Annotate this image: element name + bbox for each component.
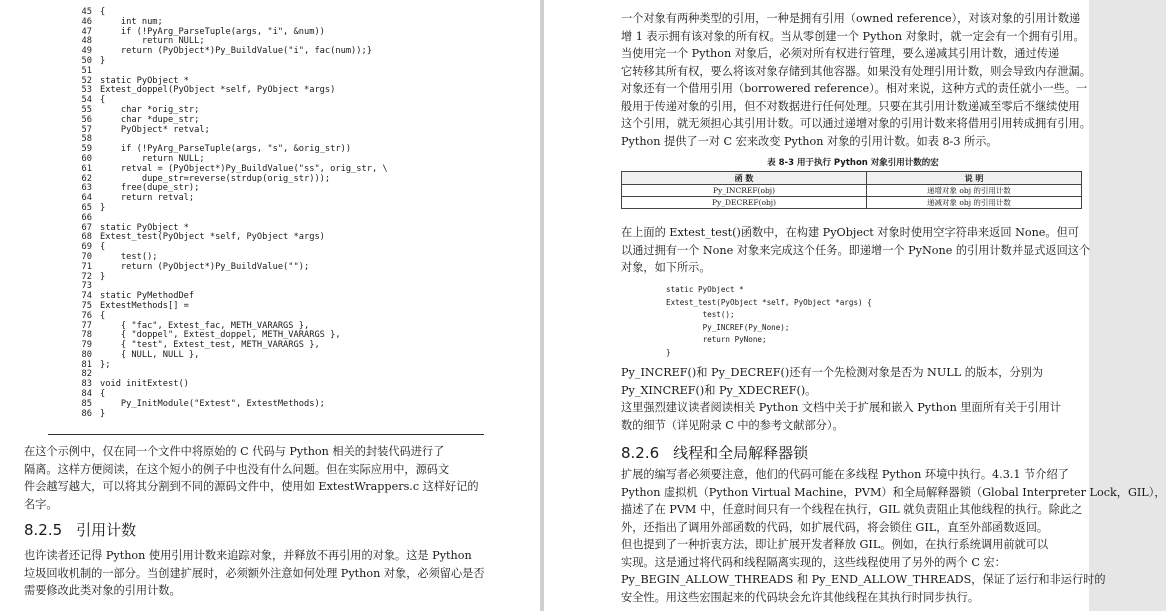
line-number: 84	[81, 389, 92, 400]
code-text: {	[100, 242, 106, 253]
code-text	[92, 135, 100, 145]
text-line: 增 1 表示拥有该对象的所有权。当从零创建一个 Python 对象时，就一定会有一个拥有引用。	[621, 29, 1085, 43]
refcount-macro-table	[621, 171, 1082, 209]
code-line	[70, 233, 490, 243]
code-line	[70, 273, 490, 283]
text-line: 安全性。用这些宏围起来的代码块会允许其他线程在其执行时同步执行。	[621, 590, 980, 604]
code-text: static PyMethodDef	[100, 291, 195, 302]
text-line: 对象，如下所示。	[621, 261, 711, 274]
line-number: 72	[81, 271, 92, 282]
line-number: 69	[81, 242, 92, 253]
table-row	[622, 197, 1082, 209]
code-text: char *orig_str;	[100, 104, 200, 115]
line-number: 66	[81, 212, 92, 223]
code-end-rule	[48, 434, 484, 435]
code-line	[70, 410, 490, 420]
code-text: return (PyObject*)Py_BuildValue("");	[100, 261, 310, 272]
line-number: 53	[81, 85, 92, 96]
table-header-function: 函 数	[622, 172, 867, 185]
code-text: static PyObject *	[100, 75, 189, 86]
code-line	[70, 361, 490, 371]
line-number: 75	[81, 300, 92, 311]
line-number: 78	[81, 330, 92, 341]
code-text: { "test", Extest_test, METH_VARARGS },	[100, 340, 320, 351]
code-text: return NULL;	[100, 36, 205, 47]
text-line: 描述了在 PVM 中，任意时间只有一个线程在执行，GIL 就负责阻止其他线程的执行。除此之	[621, 503, 1083, 516]
code-text: }	[100, 55, 106, 66]
line-number: 68	[81, 232, 92, 243]
text-line: 对象还有一个借用引用（borrowered reference）。相对来说，这种方式的责任就小一些。一	[621, 82, 1088, 95]
code-text: dupe_str=reverse(strdup(orig_str)));	[100, 173, 331, 184]
line-number: 73	[81, 281, 92, 292]
line-number: 79	[81, 340, 92, 351]
line-number: 52	[81, 75, 92, 86]
line-number: 80	[81, 349, 92, 360]
text-line: 在上面的 Extest_test()函数中，在构建 PyObject 对象时使用空字符串来返回 None。但可	[621, 226, 1079, 239]
code-line	[70, 47, 490, 57]
code-line	[70, 194, 490, 204]
code-text: free(dupe_str);	[100, 183, 200, 194]
code-line	[70, 204, 490, 214]
line-number: 62	[81, 173, 92, 184]
line-number: 45	[81, 7, 92, 17]
line-number: 48	[81, 36, 92, 47]
code-line: test();	[666, 310, 735, 320]
line-number: 61	[81, 163, 92, 174]
text-line: 这个引用，就无须担心其引用计数。可以通过递增对象的引用计数来将借用引用转成拥有引用。	[621, 117, 1091, 130]
table-row	[622, 185, 1082, 197]
line-number: 46	[81, 16, 92, 27]
code-line	[70, 263, 490, 273]
code-text: char *dupe_str;	[100, 114, 200, 125]
text-line: 隔离。这样方便阅读，在这个短小的例子中也没有什么问题。但在实际应用中，源码文	[24, 462, 450, 476]
code-text: retval = (PyObject*)Py_BuildValue("ss", orig_str, \	[100, 163, 388, 174]
line-number: 49	[81, 46, 92, 57]
paragraph-gil	[621, 466, 1166, 606]
text-line: 一个对象有两种类型的引用，一种是拥有引用（owned reference），对该对象的引用计数递	[621, 12, 1081, 25]
line-number: 70	[81, 251, 92, 262]
text-line: 件会越写越大，可以将其分割到不同的源码文件中，使用如 ExtestWrappers.c 这样好记的	[24, 480, 479, 493]
code-line	[70, 126, 490, 136]
code-text: return (PyObject*)Py_BuildValue("i", fac(num));}	[100, 46, 372, 57]
code-text: {	[100, 95, 106, 106]
section-title: 引用计数	[76, 521, 137, 539]
table-cell-macro: Py_DECREF(obj)	[622, 197, 867, 209]
code-line	[70, 351, 490, 361]
line-number: 82	[81, 369, 92, 380]
text-line: 般用于传递对象的引用，但不对数据进行任何处理。只要在其引用计数递减至零后不继续使用	[621, 99, 1080, 113]
table-cell-macro: Py_INCREF(obj)	[622, 185, 867, 197]
paragraph-extest-none	[621, 224, 1091, 277]
text-line: 外，还指出了调用外部函数的代码，如扩展代码，将会锁住 GIL，直至外部函数返回。	[621, 520, 1049, 534]
code-line: Extest_test(PyObject *self, PyObject *args) {	[666, 297, 872, 307]
code-text: { "fac", Extest_fac, METH_VARARGS },	[100, 320, 310, 331]
text-line: Python 虚拟机（Python Virtual Machine，PVM）和全局解释器锁（Global Interpreter Lock，GIL），	[621, 485, 1166, 499]
text-line: 以通过拥有一个 None 对象来完成这个任务。即递增一个 PyNone 的引用计数并显式返回这个	[621, 243, 1091, 257]
section-title: 线程和全局解释器锁	[673, 444, 809, 462]
text-line: 它转移其所有权，要么将该对象存储到其他容器。如果没有处理引用计数，则会导致内存泄漏。	[621, 64, 1091, 78]
line-number: 51	[81, 65, 92, 76]
line-number: 58	[81, 134, 92, 145]
table-header-description: 说 明	[867, 172, 1082, 185]
code-text: { "doppel", Extest_doppel, METH_VARARGS },	[100, 330, 341, 341]
code-line	[70, 400, 490, 410]
code-line: Py_INCREF(Py_None);	[666, 322, 790, 332]
line-number: 67	[81, 222, 92, 233]
text-line: 需要修改此类对象的引用计数。	[24, 584, 181, 597]
section-heading-8-2-5	[24, 519, 136, 540]
line-number: 81	[81, 359, 92, 370]
code-text: { NULL, NULL },	[100, 349, 200, 360]
code-text: Extest_test(PyObject *self, PyObject *args)	[100, 232, 325, 243]
line-number: 54	[81, 95, 92, 106]
text-line: 扩展的编写者必须要注意，他们的代码可能在多线程 Python 环境中执行。4.3.1 节介绍了	[621, 468, 1069, 481]
code-listing	[70, 8, 490, 419]
code-text: test();	[100, 251, 158, 262]
code-text: }	[100, 202, 106, 213]
code-line	[70, 302, 490, 312]
code-text: return NULL;	[100, 153, 205, 164]
text-line: 但也提到了一种折衷方法，即让扩展开发者释放 GIL。例如，在执行系统调用前就可以	[621, 538, 1049, 551]
line-number: 64	[81, 193, 92, 204]
table-caption: 表 8-3 用于执行 Python 对象引用计数的宏	[767, 158, 939, 168]
text-line: 实现。这是通过将代码和线程隔离实现的，这些线程使用了另外的两个 C 宏：	[621, 555, 1006, 569]
code-line	[70, 57, 490, 67]
line-number: 71	[81, 261, 92, 272]
code-text: PyObject* retval;	[100, 124, 210, 135]
text-line: 这里强烈建议读者阅读相关 Python 文档中关于扩展和嵌入 Python 里面所有关于引用计	[621, 401, 1062, 414]
code-line: static PyObject *	[666, 285, 744, 294]
text-line: Python 提供了一对 C 宏来改变 Python 对象的引用计数。如表 8-3 所示。	[621, 134, 998, 148]
code-text: ExtestMethods[] =	[100, 300, 189, 311]
code-snippet-incref	[666, 284, 872, 360]
code-text: {	[100, 389, 106, 400]
section-number: 8.2.6	[621, 444, 660, 462]
text-line: 当使用完一个 Python 对象后，必须对所有权进行管理，要么递减其引用计数，通过传递	[621, 47, 1060, 60]
line-number: 50	[81, 55, 92, 66]
code-text: Py_InitModule("Extest", ExtestMethods);	[100, 398, 325, 409]
code-text	[92, 370, 100, 380]
text-line: 名字。	[24, 497, 58, 511]
code-text: static PyObject *	[100, 222, 189, 233]
paragraph-reference-types	[621, 10, 1091, 150]
line-number: 86	[81, 408, 92, 419]
paragraph-ref-count-intro	[24, 547, 484, 600]
code-text: if (!PyArg_ParseTuple(args, "i", &num))	[100, 26, 325, 37]
code-text	[92, 282, 100, 292]
line-number: 57	[81, 124, 92, 135]
code-line	[70, 380, 490, 390]
code-text: {	[100, 7, 106, 17]
code-text	[92, 67, 100, 77]
text-line: 在这个示例中，仅在同一个文件中将原始的 C 代码与 Python 相关的封装代码进行了	[24, 445, 445, 458]
code-text: void initExtest()	[100, 379, 189, 390]
code-text: }	[100, 271, 106, 282]
code-line: return PyNone;	[666, 335, 767, 345]
code-text: if (!PyArg_ParseTuple(args, "s", &orig_str))	[100, 144, 352, 155]
text-line: 垃圾回收机制的一部分。当创建扩展时，必须额外注意如何处理 Python 对象，必须留心是否	[24, 566, 485, 580]
line-number: 77	[81, 320, 92, 331]
paragraph-xincref	[621, 364, 1082, 434]
code-text	[92, 214, 100, 224]
line-number: 59	[81, 144, 92, 155]
line-number: 63	[81, 183, 92, 194]
line-number: 76	[81, 310, 92, 321]
section-heading-8-2-6	[621, 442, 808, 463]
text-line: Py_XINCREF()和 Py_XDECREF()。	[621, 383, 817, 397]
code-line	[70, 86, 490, 96]
text-line: Py_BEGIN_ALLOW_THREADS 和 Py_END_ALLOW_THREADS，保证了运行和非运行时的	[621, 573, 1106, 586]
line-number: 85	[81, 398, 92, 409]
code-text: Extest_doppel(PyObject *self, PyObject *args)	[100, 85, 336, 96]
code-text: {	[100, 310, 106, 321]
line-number: 56	[81, 114, 92, 125]
code-text: };	[100, 359, 111, 370]
code-text: return retval;	[100, 193, 195, 204]
line-number: 60	[81, 153, 92, 164]
text-line: 数的细节（详见附录 C 中的参考文献部分）。	[621, 418, 844, 432]
code-line: }	[666, 347, 671, 357]
paragraph-example-note	[24, 443, 484, 513]
line-number: 55	[81, 104, 92, 115]
text-line: 也许读者还记得 Python 使用引用计数来追踪对象，并释放不再引用的对象。这是 Python	[24, 549, 472, 562]
line-number: 74	[81, 291, 92, 302]
table-cell-desc: 递减对象 obj 的引用计数	[867, 197, 1082, 209]
text-line: Py_INCREF()和 Py_DECREF()还有一个先检测对象是否为 NULL 的版本，分别为	[621, 366, 1044, 379]
line-number: 65	[81, 202, 92, 213]
code-text: }	[100, 408, 106, 419]
code-text: int num;	[100, 16, 163, 27]
section-number: 8.2.5	[24, 521, 63, 539]
line-number: 83	[81, 379, 92, 390]
table-cell-desc: 递增对象 obj 的引用计数	[867, 185, 1082, 197]
line-number: 47	[81, 26, 92, 37]
